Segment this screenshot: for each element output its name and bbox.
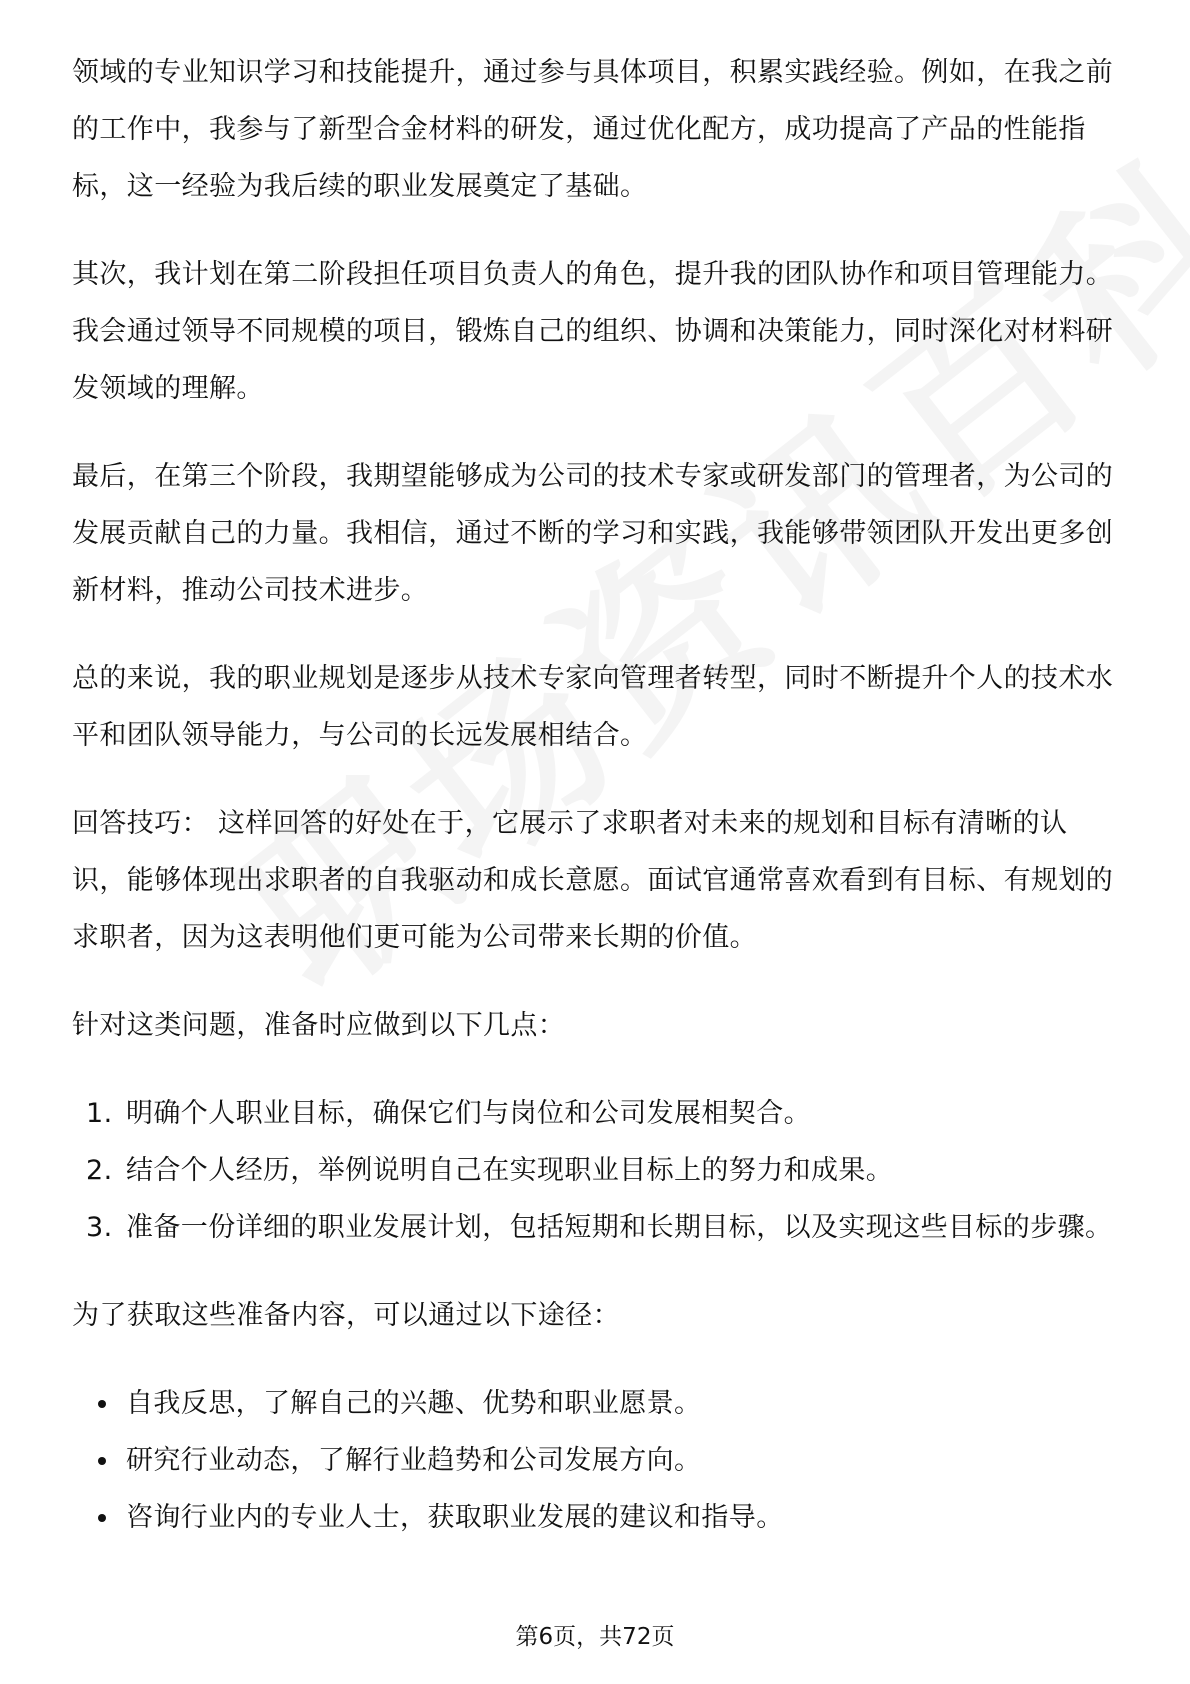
bullet-icon xyxy=(98,1514,106,1522)
paragraph-channels-intro: 为了获取这些准备内容，可以通过以下途径： xyxy=(72,1300,620,1331)
list-number: 2. xyxy=(86,1155,113,1186)
list-item-text: 明确个人职业目标，确保它们与岗位和公司发展相契合。 xyxy=(126,1098,811,1129)
paragraph-intro: 领域的专业知识学习和技能提升，通过参与具体项目，积累实践经验。例如，在我之前的工作中，我参与了新型合金材料的研发，通过优化配方，成功提高了产品的性能指标，这一经验为我后续的职业发展奠定了基础。 xyxy=(72,57,1114,202)
list-item xyxy=(72,1432,1120,1489)
document-body xyxy=(72,44,1120,1577)
list-item xyxy=(72,1199,1120,1256)
list-item-text: 结合个人经历，举例说明自己在实现职业目标上的努力和成果。 xyxy=(126,1155,894,1186)
paragraph-summary: 总的来说，我的职业规划是逐步从技术专家向管理者转型，同时不断提升个人的技术水平和团队领导能力，与公司的长远发展相结合。 xyxy=(72,663,1114,751)
list-item-text: 研究行业动态，了解行业趋势和公司发展方向。 xyxy=(126,1445,702,1476)
list-item xyxy=(72,1085,1120,1142)
list-item xyxy=(72,1375,1120,1432)
list-item xyxy=(72,1489,1120,1546)
list-number: 3. xyxy=(86,1212,113,1243)
paragraph-answer-tips: 回答技巧： 这样回答的好处在于，它展示了求职者对未来的规划和目标有清晰的认识，能够体现出求职者的自我驱动和成长意愿。面试官通常喜欢看到有目标、有规划的求职者，因为这表明他们更可能为公司带来长期的价值。 xyxy=(72,808,1114,953)
list-item-text: 准备一份详细的职业发展计划，包括短期和长期目标，以及实现这些目标的步骤。 xyxy=(126,1212,1113,1243)
paragraph-second-stage: 其次，我计划在第二阶段担任项目负责人的角色，提升我的团队协作和项目管理能力。我会通过领导不同规模的项目，锻炼自己的组织、协调和决策能力，同时深化对材料研发领域的理解。 xyxy=(72,259,1114,404)
bullet-icon xyxy=(98,1457,106,1465)
bullet-icon xyxy=(98,1400,106,1408)
list-item-text: 自我反思，了解自己的兴趣、优势和职业愿景。 xyxy=(126,1388,702,1419)
list-item-text: 咨询行业内的专业人士，获取职业发展的建议和指导。 xyxy=(126,1502,784,1533)
paragraph-third-stage: 最后，在第三个阶段，我期望能够成为公司的技术专家或研发部门的管理者，为公司的发展贡献自己的力量。我相信，通过不断的学习和实践，我能够带领团队开发出更多创新材料，推动公司技术进步。 xyxy=(72,461,1114,606)
page-footer: 第6页，共72页 xyxy=(515,1624,675,1650)
list-item xyxy=(72,1142,1120,1199)
list-number: 1. xyxy=(86,1098,113,1129)
numbered-list xyxy=(72,1085,1120,1256)
paragraph-preparation-intro: 针对这类问题，准备时应做到以下几点： xyxy=(72,1010,566,1041)
bullet-list xyxy=(72,1375,1120,1546)
